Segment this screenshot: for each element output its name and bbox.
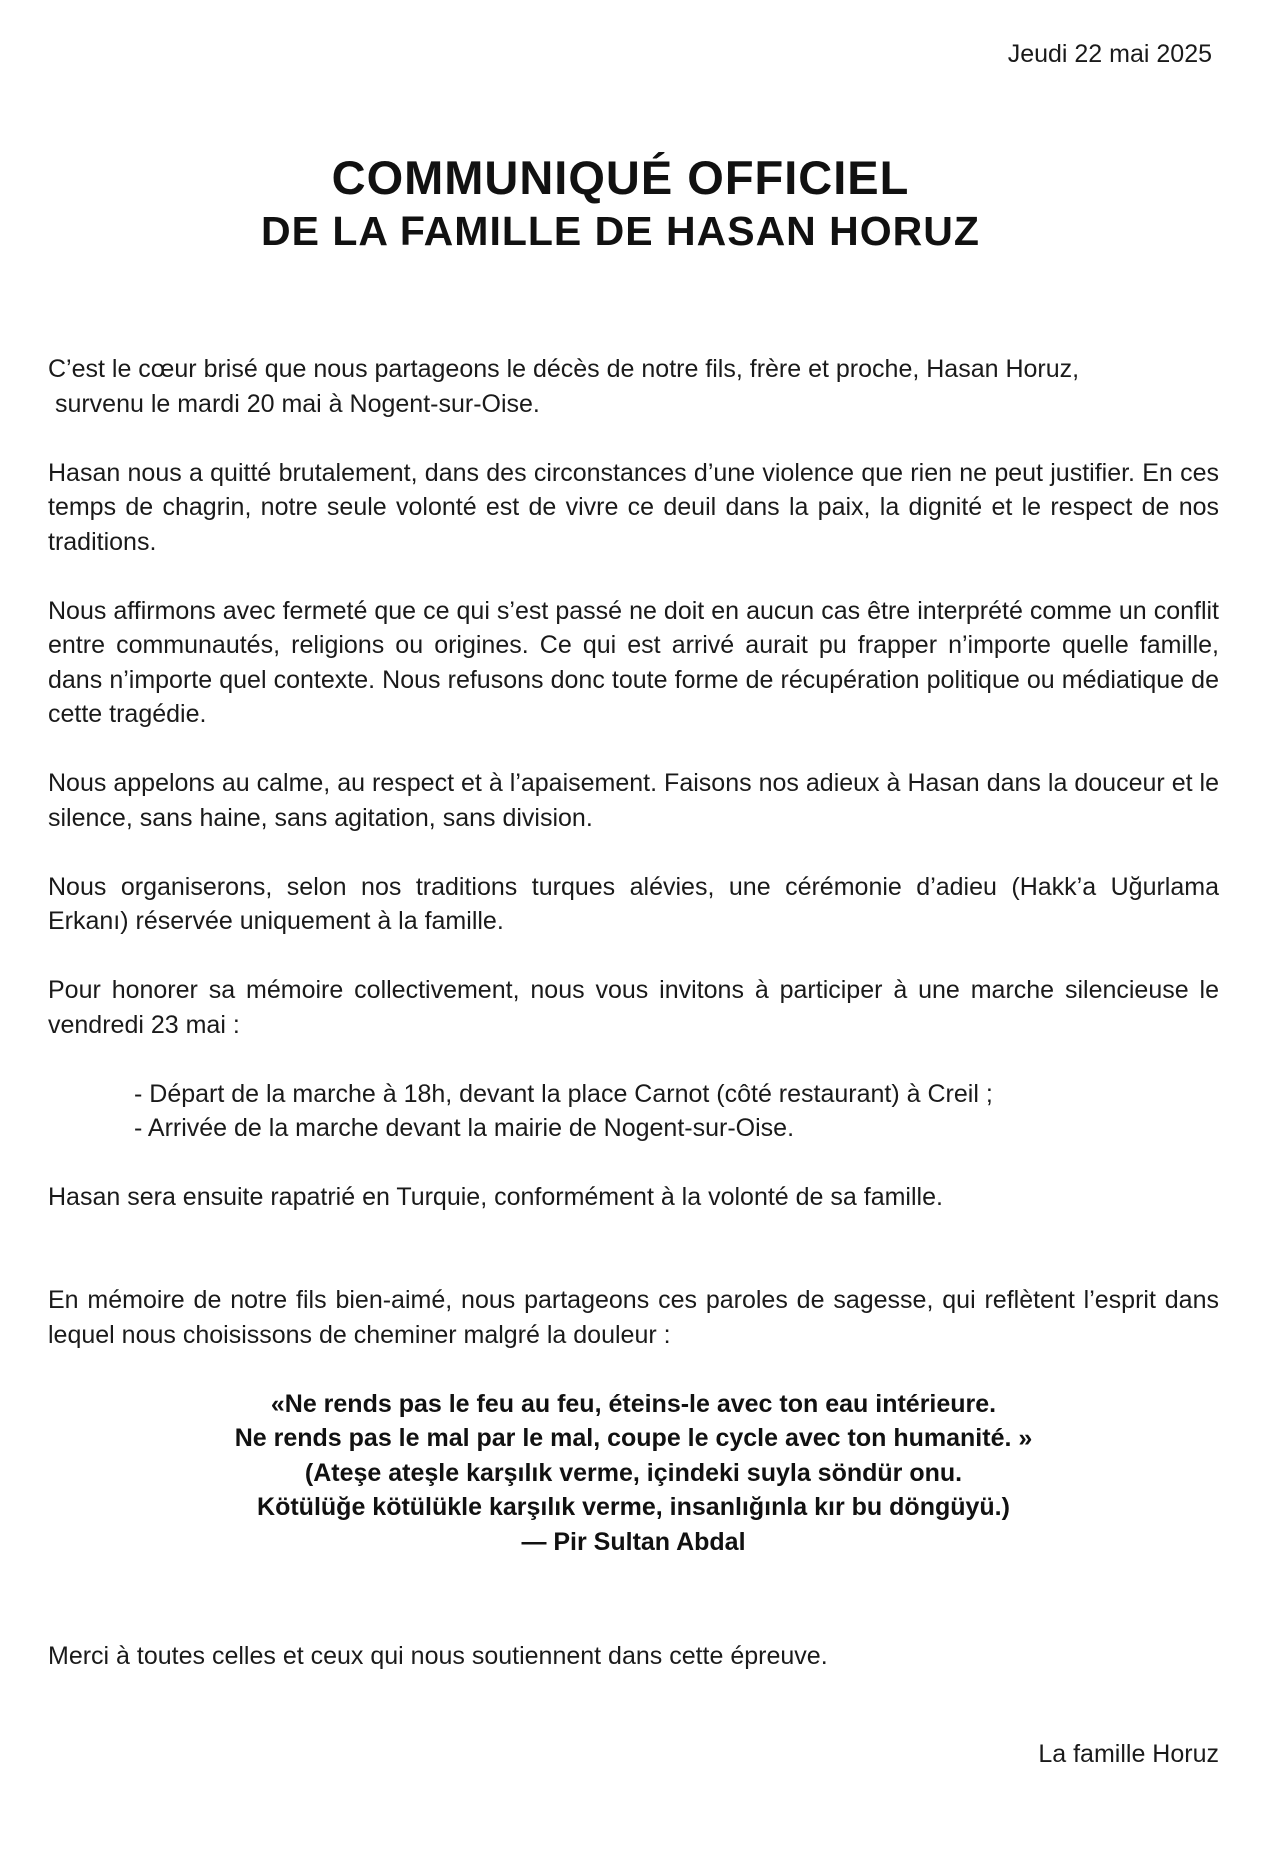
paragraph-announcement-line-1: C’est le cœur brisé que nous partageons le décès de notre fils, frère et proche, Hasan Horuz,	[48, 355, 1080, 383]
document-title	[0, 150, 1269, 256]
quote-line-4: Kötülüğe kötülükle karşılık verme, insanlığınla kır bu döngüyü.)	[257, 1493, 1010, 1521]
paragraph-march-invitation: Pour honorer sa mémoire collectivement, nous vous invitons à participer à une marche silencieuse le vendredi 23 mai :	[48, 976, 1219, 1039]
paragraph-ceremony: Nous organiserons, selon nos traditions turques alévies, une cérémonie d’adieu (Hakk’a Uğurlama Erkanı) réservée uniquement à la famille.	[48, 872, 1219, 935]
title-line-2: DE LA FAMILLE DE HASAN HORUZ	[261, 208, 980, 254]
document-body	[48, 352, 1219, 1708]
paragraph-thanks: Merci à toutes celles et ceux qui nous soutiennent dans cette épreuve.	[48, 1642, 828, 1670]
paragraph-call-for-calm: Nous appelons au calme, au respect et à l’apaisement. Faisons nos adieux à Hasan dans la douceur et le silence, sans haine, sans agitation, sans division.	[48, 769, 1219, 832]
quote-line-2: Ne rends pas le mal par le mal, coupe le cycle avec ton humanité. »	[234, 1424, 1033, 1452]
march-details-list	[48, 1077, 1219, 1146]
list-item-arrival: - Arrivée de la marche devant la mairie de Nogent-sur-Oise.	[134, 1114, 795, 1142]
quote-line-1: «Ne rends pas le feu au feu, éteins-le avec ton eau intérieure.	[270, 1389, 997, 1418]
paragraph-memory: En mémoire de notre fils bien-aimé, nous partageons ces paroles de sagesse, qui reflètent l’esprit dans lequel nous choisissons de cheminer malgré la douleur :	[48, 1286, 1219, 1349]
wisdom-quote	[48, 1387, 1219, 1560]
paragraph-circumstances: Hasan nous a quitté brutalement, dans des circonstances d’une violence que rien ne peut justifier. En ces temps de chagrin, notre seule volonté est de vivre ce deuil dans la paix, la dignité et le respect de nos traditions.	[48, 458, 1219, 556]
quote-line-3: (Ateşe ateşle karşılık verme, içindeki suyla söndür onu.	[304, 1458, 963, 1487]
list-item-departure: - Départ de la marche à 18h, devant la place Carnot (côté restaurant) à Creil ;	[134, 1079, 993, 1108]
paragraph-no-conflict: Nous affirmons avec fermeté que ce qui s’est passé ne doit en aucun cas être interprété comme un conflit entre communautés, religions ou origines. Ce qui est arrivé aurait pu frapper n’importe quelle famille, dans n’importe quel contexte. Nous refusons donc toute forme de récupération politique ou médiatique de cette tragédie.	[48, 596, 1219, 728]
paragraph-repatriation: Hasan sera ensuite rapatrié en Turquie, conformément à la volonté de sa famille.	[48, 1183, 943, 1211]
paragraph-announcement	[48, 352, 1219, 421]
paragraph-announcement-line-2: survenu le mardi 20 mai à Nogent-sur-Oise.	[48, 389, 540, 418]
signature: La famille Horuz	[1038, 1740, 1219, 1768]
spacer	[48, 1249, 1219, 1283]
document-date: Jeudi 22 mai 2025	[1007, 40, 1212, 68]
title-line-1: COMMUNIQUÉ OFFICIEL	[331, 151, 910, 204]
quote-attribution: — Pir Sultan Abdal	[521, 1527, 746, 1556]
